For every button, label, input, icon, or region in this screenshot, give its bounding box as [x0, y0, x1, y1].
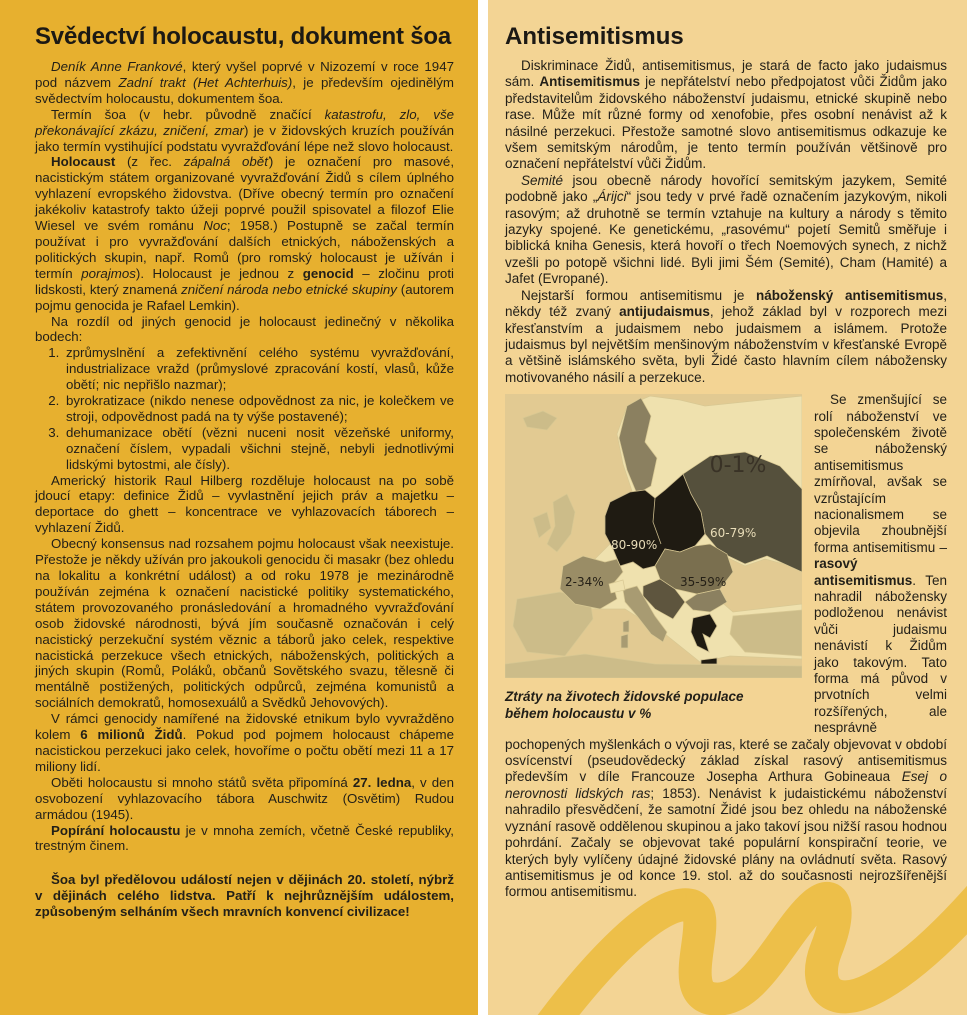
text-run: Deník Anne Frankové	[51, 59, 183, 74]
text-run: zápalná oběť	[183, 154, 269, 170]
text-run: 27. ledna	[352, 774, 412, 790]
text-run: Árijci	[597, 189, 627, 205]
europe-choropleth-map	[505, 394, 802, 678]
text-run: byrokratizace (nikdo nenese odpovědnost za nic, je kolečkem ve stroji, odpovědnost padá na ty výše postavené);	[66, 393, 454, 424]
text-run: ) je v židovských kruzích používán jako termín vystihující podstatu vyvražďování lépe než slovo holocaust.	[35, 122, 454, 154]
text-run: (z řec.	[115, 154, 184, 170]
numbered-list	[35, 345, 454, 472]
text-run: Nejstarší formou antisemitismu je	[521, 287, 756, 303]
map-label-80-90: 80-90%	[611, 538, 658, 553]
text-run: Diskriminace Židů, antisemitismus, je stará de facto jako judaismus sám.	[505, 58, 947, 90]
text-run: Šoa byl předělovou událostí nejen v dějinách 20. století, nýbrž v dějinách celého lidstva. Patří k nejhrůznějším událostem, způsobeným selháním všech mravních konvencí civilizace!	[35, 872, 454, 920]
text-run: ) je označení pro masové, nacistickým státem organizované vyvražďování Židů s cílem úplného vyhlazení evropského židovstva. (Dříve obecný termín pro označení jakékoliv katastrofy takto úžeji poprvé použil spisovatel a filozof Elie Wiesel ve svém románu	[35, 154, 455, 234]
text-run: jsou obecně národy hovořící semitským jazykem, Semité podobně jako „	[505, 172, 947, 205]
map-corsica	[623, 620, 629, 632]
text-run: Se zmenšující se rolí náboženství ve společenském životě se náboženský antisemitismus zmírňoval, avšak se vzrůstajícím nacionalismem se objevila zhoubnější forma antisemitismu –	[814, 392, 947, 555]
paragraph	[505, 173, 947, 288]
text-run: (autorem pojmu genocida je Rafael Lemkin).	[35, 281, 454, 313]
text-run: , v den osvobození vyhlazovacího tábora Auschwitz (Osvětim) Rudou armádou (1945).	[35, 774, 454, 822]
map-label-0-1: 0-1%	[709, 453, 767, 479]
text-run: Noc	[203, 218, 227, 234]
text-run: Oběti holocaustu si mnoho států světa připomíná	[51, 774, 353, 790]
text-run: zničení národa nebo etnické skupiny	[181, 281, 397, 297]
right-title: Antisemitismus	[505, 23, 684, 50]
text-run: rasový antisemitismus	[814, 556, 913, 588]
right-column	[488, 0, 967, 1015]
text-run: , který vyšel poprvé v Nizozemí v roce 1947 pod názvem	[35, 59, 454, 90]
text-run: Obecný konsensus nad rozsahem pojmu holocaust však neexistuje. Přestože je někdy užíván pro jakoukoli genocidu či masakr (bez ohledu na lokalitu a konkrétní událost) a od roku 1978 je mezinárodně používán zejména k označení nacistické politiky systematického, státem provozovaného pronásledování a hromadného vyvražďování osob židovské národnosti, bývá jím současně označován i celý nacistický perzekuční systém věznic a táborů jako celek, respektive nacistická perzekuce všech etnických, náboženských, politických a jiných skupin (Romů, Poláků, občanů Sovětského svazu, tělesně či mentálně postižených, politických odpůrců, zejména komunistů a sociálních demokratů, homosexuálů a Svědků Jehovových).	[35, 536, 454, 711]
text-run: ). Holocaust je jednou z	[135, 265, 303, 281]
text-run: je v mnoha zemích, včetně České republiky, trestným činem.	[35, 822, 454, 854]
text-run: , jehož základ byl v rozporech mezi křesťanstvím a judaismem nebo judaismem a islámem. Protože judaismus byl největším menšinovým náboženstvím v křesťanské Evropě a většině islámského světa, byli Židé často hlavním cílem nábožensky motivovaného násilí a perzekuce.	[505, 304, 947, 385]
map-and-text-row	[505, 392, 947, 901]
text-run: je nepřátelství nebo předpojatost vůči Židům jako představitelům židovského náboženství judaismu, etnické skupině nebo rase. Může mít různé formy od xenofobie, přes osobní nenávist až k násilné perzekuci. Přestože samotné slovo antisemitismus odkazuje ke všem semitským národům, je tento termín používán většinově pro označení nepřátelství vůči Židům.	[505, 74, 947, 172]
paragraph	[505, 58, 947, 173]
paragraph	[35, 154, 454, 313]
paragraph	[35, 536, 454, 711]
text-run: Ztráty na životech židovské populace během holocaustu v %	[505, 689, 744, 722]
text-run: katastrofu, zlo, vše překonávající zkázu, zničení, zmar	[35, 106, 454, 138]
text-run: náboženský antisemitismus	[756, 287, 944, 303]
paragraph-gap	[35, 854, 454, 872]
paragraph	[35, 59, 454, 107]
text-run: , je především ojedinělým svědectvím holocaustu, dokumentem šoa.	[35, 74, 454, 106]
paragraph	[35, 775, 454, 823]
list-item	[63, 345, 454, 393]
text-run: – zločinu proti lidskosti, který znamená	[35, 265, 454, 297]
paragraph	[35, 711, 454, 775]
left-title: Svědectví holocaustu, dokument šoa	[35, 23, 451, 50]
paragraph	[35, 314, 454, 346]
map-label-35-59: 35-59%	[680, 575, 727, 590]
text-run: V rámci genocidy namířené na židovské etnikum bylo vyvražděno kolem	[35, 711, 454, 743]
text-run: Holocaust	[51, 154, 116, 170]
text-run: 6 milionů Židů	[80, 727, 183, 743]
text-run: Semité	[521, 172, 564, 188]
text-run: Antisemitismus	[539, 74, 640, 90]
right-body-top	[505, 58, 947, 386]
text-run: zprůmyslnění a zefektivnění celého systému vyvražďování, industrializace vražd (průmyslové zpracování kostí, vlasů, kůže obětí; nic nepřišlo nazmar);	[66, 345, 454, 393]
paragraph	[505, 288, 947, 386]
paragraph	[35, 107, 454, 155]
text-run: ; 1958.) Postupně se začal termín používat i pro vyvražďování dalších etnických, náboženských a politických skupin, např. Romů (pro romský holocaust je užíván i termín	[35, 218, 454, 281]
holocaust-losses-map-figure	[505, 394, 802, 722]
text-run: , někdy též zvaný	[505, 287, 947, 320]
list-item	[63, 393, 454, 425]
text-run: Na rozdíl od jiných genocid je holocaust jedinečný v několika bodech:	[35, 313, 454, 345]
map-label-60-79: 60-79%	[710, 526, 757, 541]
map-caption	[505, 688, 777, 722]
text-run: Americký historik Raul Hilberg rozděluje holocaust na po sobě jdoucí etapy: definice Židů – vyvlastnění jejich práv a majetku – deportace do ghett – koncentrace ve vyhlazovacích táborech – vyhlazení Židů.	[35, 472, 454, 536]
text-run: antijudaismus	[619, 304, 710, 320]
text-run: . Ten nahradil nábožensky podloženou nenávist vůči judaismu nenávistí k Židům jako takovým. Tato forma má původ v prvotních velmi rozšířených, ale nesprávně pochopených myšlenkách o vývoji ras, které se začaly objevovat v období osvícenství (pseudovědecký základ získal rasový antisemitismus především v díle Francouze Josepha Arthura Gobineaua	[505, 572, 947, 785]
list-item	[63, 425, 454, 473]
text-run: “ jsou tedy v prvé řadě označením jazykovým, nikoli rasovým; až druhotně se termín vztahuje na kultury a národy s těmito jazyky spojené. Ke genetickému, „rasovému“ pojetí Semitů směřuje i biblická kniha Genesis, která hovoří o třech Noemových synech, z nichž vzešli po potopě všichni lidé. Byli jimi Šém (Semité), Cham (Hamité) a Jafet (Evropané).	[505, 189, 947, 287]
text-run: Esej o nerovnosti lidských ras	[505, 769, 947, 801]
map-sardinia	[621, 634, 628, 648]
text-run: porajmos	[81, 265, 136, 281]
paragraph	[35, 473, 454, 537]
text-run: Popírání holocaustu	[51, 822, 181, 838]
left-column	[0, 0, 478, 1015]
text-run: dehumanizace obětí (vězni nuceni nosit vězeňské uniformy, označení číslem, vypadali všichni stejně, nebyli jednotlivými lidskými bytostmi, ale čísly).	[66, 424, 454, 472]
column-divider	[478, 0, 488, 1015]
text-run: ; 1853). Nenávist k judaistickému náboženství nahradilo přesvědčení, že samotní Židé jsou bez ohledu na náboženské vyznání rasově oddělenou skupinou a jako takoví jsou nižší rasou hodnou pohrdání. Začaly se objevovat také populární konspirační teorie, ve kterých byly vylíčeny údajné židovské plány na ovládnutí světa. Rasový antisemitismus je od konce 19. stol. až do současnosti nejrozšířenější formou antisemitismu.	[505, 785, 947, 900]
left-body	[35, 59, 454, 920]
text-run: Termín šoa (v hebr. původně značící	[51, 106, 325, 122]
text-run: . Pokud pod pojmem holocaust chápeme nacistickou perzekuci jako celek, hovoříme o počtu obětí mezi 11 a 17 miliony lidí.	[35, 727, 455, 774]
paragraph	[35, 872, 454, 920]
paragraph	[35, 823, 454, 855]
text-run: genocid	[302, 265, 354, 281]
map-label-2-34: 2-34%	[565, 575, 604, 590]
text-run: Zadní trakt (Het Achterhuis)	[118, 74, 293, 90]
